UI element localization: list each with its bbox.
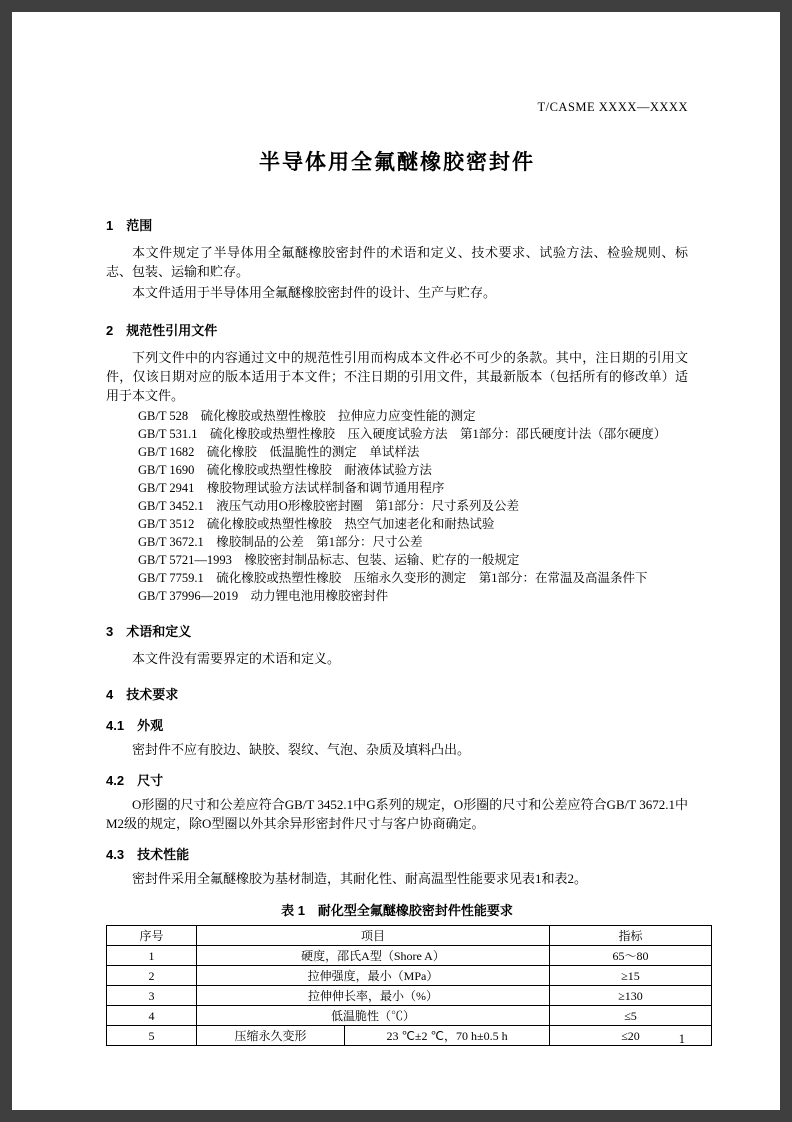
table-cell-item-condition-name: 压缩永久变形	[197, 1026, 345, 1046]
section-2-paragraph-1: 下列文件中的内容通过文中的规范性引用而构成本文件必不可少的条款。其中，注日期的引用文件，仅该日期对应的版本适用于本文件；不注日期的引用文件，其最新版本（包括所有的修改单）适用于本文件。	[106, 350, 688, 403]
standard-reference-item: GB/T 5721—1993 橡胶密封制品标志、包装、运输、贮存的一般规定	[138, 553, 520, 567]
section-1-heading: 1 范围	[106, 218, 153, 233]
standard-reference-item: GB/T 7759.1 硫化橡胶或热塑性橡胶 压缩永久变形的测定 第1部分：在常温及高温条件下	[138, 571, 648, 585]
table-cell-item: 拉伸强度，最小（MPa）	[197, 966, 550, 986]
table-header-row	[107, 926, 712, 946]
table-cell-value: ≥130	[550, 986, 712, 1006]
standard-reference-item: GB/T 528 硫化橡胶或热塑性橡胶 拉伸应力应变性能的测定	[138, 409, 476, 423]
table-cell-value: ≤5	[550, 1006, 712, 1026]
section-4-3-heading: 4.3 技术性能	[106, 847, 190, 862]
table-cell-value: 65～80	[550, 946, 712, 966]
standard-reference-item: GB/T 1690 硫化橡胶或热塑性橡胶 耐液体试验方法	[138, 463, 432, 477]
table-cell-no: 4	[107, 1006, 197, 1026]
table-cell-no: 5	[107, 1026, 197, 1046]
table-header-cell-no: 序号	[107, 926, 197, 946]
normative-references-list	[106, 407, 688, 605]
section-4-2-heading: 4.2 尺寸	[106, 773, 164, 788]
standard-reference-item: GB/T 37996—2019 动力锂电池用橡胶密封件	[138, 589, 389, 603]
table-cell-item: 低温脆性（℃）	[197, 1006, 550, 1026]
table-cell-no: 1	[107, 946, 197, 966]
section-1-paragraph-1: 本文件规定了半导体用全氟醚橡胶密封件的术语和定义、技术要求、试验方法、检验规则、标志、包装、运输和贮存。	[106, 245, 688, 279]
table-cell-no: 2	[107, 966, 197, 986]
standard-reference-item: GB/T 531.1 硫化橡胶或热塑性橡胶 压入硬度试验方法 第1部分：邵氏硬度计法（邵尔硬度）	[138, 427, 667, 441]
document-title: 半导体用全氟醚橡胶密封件	[259, 151, 535, 174]
table-cell-value: ≤20	[550, 1026, 712, 1046]
table-cell-item: 硬度，邵氏A型（Shore A）	[197, 946, 550, 966]
section-4-1-paragraph: 密封件不应有胶边、缺胶、裂纹、气泡、杂质及填料凸出。	[132, 742, 471, 757]
performance-table	[106, 925, 712, 1046]
section-3-paragraph-1: 本文件没有需要界定的术语和定义。	[132, 651, 341, 666]
table-cell-item-condition-detail: 23 ℃±2 ℃，70 h±0.5 h	[345, 1026, 550, 1046]
section-4-heading: 4 技术要求	[106, 687, 179, 702]
page-number: 1	[678, 1032, 685, 1046]
doc-code: T/CASME XXXX—XXXX	[537, 100, 688, 114]
table-1-caption: 表 1 耐化型全氟醚橡胶密封件性能要求	[281, 903, 513, 918]
standard-reference-item: GB/T 2941 橡胶物理试验方法试样制备和调节通用程序	[138, 481, 445, 495]
table-cell-value: ≥15	[550, 966, 712, 986]
standard-reference-item: GB/T 3672.1 橡胶制品的公差 第1部分：尺寸公差	[138, 535, 423, 549]
standard-reference-item: GB/T 3512 硫化橡胶或热塑性橡胶 热空气加速老化和耐热试验	[138, 517, 495, 531]
table-row	[107, 1026, 712, 1046]
page-content	[12, 12, 780, 1046]
standard-reference-item: GB/T 3452.1 液压气动用O形橡胶密封圈 第1部分：尺寸系列及公差	[138, 499, 520, 513]
table-header-cell-value: 指标	[550, 926, 712, 946]
table-row	[107, 986, 712, 1006]
table-row	[107, 1006, 712, 1026]
table-cell-item: 拉伸伸长率，最小（%）	[197, 986, 550, 1006]
table-row	[107, 966, 712, 986]
table-header-cell-item: 项目	[197, 926, 550, 946]
section-2-heading: 2 规范性引用文件	[106, 323, 218, 338]
table-row	[107, 946, 712, 966]
section-4-3-paragraph: 密封件采用全氟醚橡胶为基材制造，其耐化性、耐高温型性能要求见表1和表2。	[132, 871, 588, 886]
standard-reference-item: GB/T 1682 硫化橡胶 低温脆性的测定 单试样法	[138, 445, 420, 459]
table-cell-no: 3	[107, 986, 197, 1006]
section-3-heading: 3 术语和定义	[106, 624, 192, 639]
section-1-paragraph-2: 本文件适用于半导体用全氟醚橡胶密封件的设计、生产与贮存。	[132, 285, 497, 300]
section-4-2-paragraph: O形圈的尺寸和公差应符合GB/T 3452.1中G系列的规定，O形圈的尺寸和公差应符合GB/T 3672.1中M2级的规定，除O型圈以外其余异形密封件尺寸与客户协商确定。	[106, 797, 688, 831]
section-4-1-heading: 4.1 外观	[106, 718, 164, 733]
